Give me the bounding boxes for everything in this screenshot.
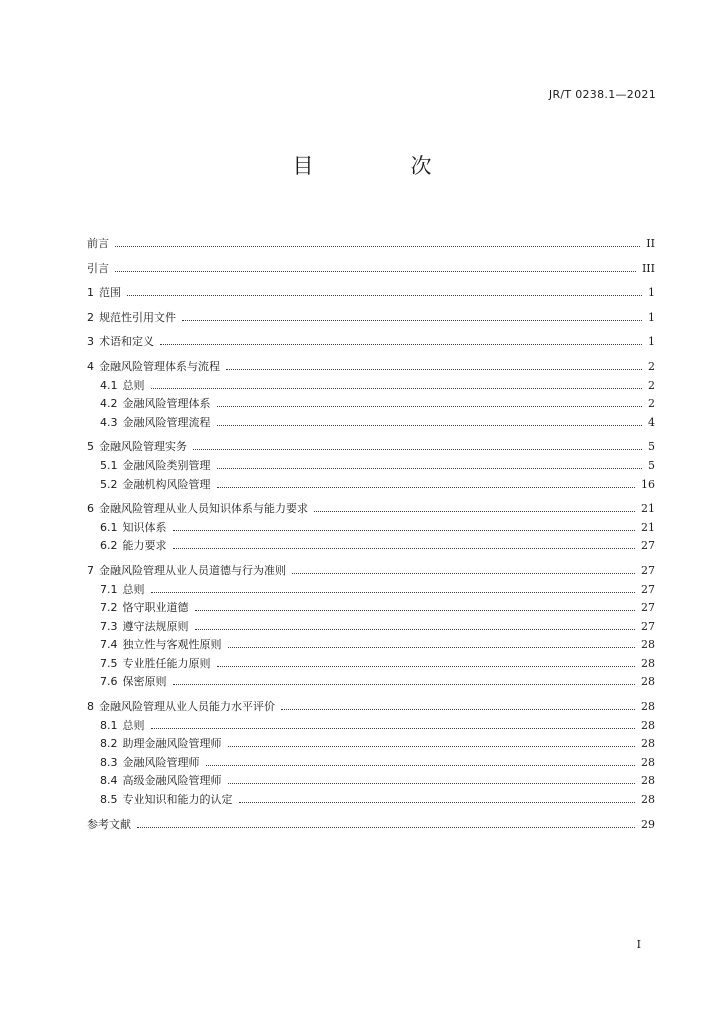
toc-entry-page: 21 (641, 502, 655, 516)
toc-entry-number: 7.2 (100, 601, 118, 615)
toc-entry-number: 3 (87, 335, 94, 349)
toc-entry-page: 2 (648, 359, 655, 373)
toc-entry-number: 7.6 (100, 675, 118, 689)
toc-entry-title: 金融风险管理体系与流程 (99, 359, 220, 373)
toc-entry-title: 保密原则 (122, 675, 167, 689)
toc-entry-number: 8.5 (100, 793, 118, 807)
toc-entry-number: 8.1 (100, 718, 118, 732)
toc-entry[interactable] (87, 336, 655, 348)
toc-entry-number: 4.1 (100, 378, 118, 392)
toc-entry[interactable] (87, 621, 655, 633)
toc-entry-title: 术语和定义 (99, 335, 154, 349)
toc-entry[interactable] (87, 701, 655, 713)
toc-entry[interactable] (87, 503, 655, 515)
toc-entry-number: 8 (87, 700, 94, 714)
toc-entry-page: 1 (648, 286, 655, 300)
toc-entry-number: 5.1 (100, 458, 118, 472)
dot-leader (239, 802, 636, 803)
dot-leader (217, 468, 643, 469)
toc-entry-title: 总则 (122, 582, 145, 596)
toc-entry-title: 能力要求 (122, 539, 167, 553)
toc-entry-page: 27 (641, 619, 655, 633)
dot-leader (217, 666, 636, 667)
toc-entry[interactable] (87, 584, 655, 596)
dot-leader (217, 425, 643, 426)
toc-entry-number: 4.2 (100, 397, 118, 411)
toc-entry[interactable] (87, 676, 655, 688)
toc-entry-page: 4 (648, 415, 655, 429)
toc-entry-number: 1 (87, 286, 94, 300)
dot-leader (206, 765, 636, 766)
toc-entry[interactable] (87, 639, 655, 651)
toc-entry-page: 28 (641, 793, 655, 807)
toc-entry-title: 专业胜任能力原则 (122, 656, 211, 670)
dot-leader (193, 449, 642, 450)
dot-leader (151, 388, 643, 389)
toc-entry-number: 7 (87, 563, 94, 577)
toc-entry-title: 专业知识和能力的认定 (122, 793, 233, 807)
toc-entry-page: II (646, 237, 655, 250)
toc-entry-page: 28 (641, 737, 655, 751)
toc-entry-title: 助理金融风险管理师 (122, 737, 222, 751)
toc-entry[interactable] (87, 479, 655, 491)
toc-entry-page: 27 (641, 601, 655, 615)
page-number: I (636, 938, 641, 951)
toc-entry[interactable] (87, 417, 655, 429)
toc-entry-number: 8.4 (100, 774, 118, 788)
toc-entry[interactable] (87, 522, 655, 534)
dot-leader (217, 487, 636, 488)
dot-leader (195, 629, 636, 630)
dot-leader (195, 610, 636, 611)
dot-leader (314, 511, 635, 512)
toc-entry-number: 7.3 (100, 619, 118, 633)
toc-entry[interactable] (87, 460, 655, 472)
toc-entry[interactable] (87, 720, 655, 732)
toc-entry[interactable] (87, 263, 655, 275)
dot-leader (228, 783, 636, 784)
toc-entry-title: 金融风险类别管理 (122, 458, 211, 472)
toc-entry-number: 5 (87, 440, 94, 454)
toc-entry-page: 28 (641, 656, 655, 670)
dot-leader (160, 344, 642, 345)
toc-entry-page: III (641, 261, 655, 275)
toc-entry-title: 知识体系 (122, 520, 167, 534)
toc-entry[interactable] (87, 312, 655, 324)
toc-entry-page: 29 (641, 817, 655, 831)
toc-entry-page: 21 (641, 520, 655, 534)
toc-entry-page: 5 (648, 458, 655, 472)
dot-leader (173, 530, 636, 531)
toc-entry-page: 16 (641, 477, 655, 491)
toc-entry[interactable] (87, 565, 655, 577)
toc-entry[interactable] (87, 441, 655, 453)
toc-entry-title: 金融风险管理从业人员知识体系与能力要求 (99, 502, 308, 516)
toc-entry-page: 2 (648, 378, 655, 392)
toc-entry[interactable] (87, 380, 655, 392)
toc-entry-page: 27 (641, 539, 655, 553)
toc-entry-title: 独立性与客观性原则 (122, 638, 222, 652)
toc-entry[interactable] (87, 238, 655, 250)
toc-entry-number: 8.3 (100, 755, 118, 769)
toc-entry-page: 27 (641, 563, 655, 577)
toc-entry-title: 参考文献 (87, 817, 131, 831)
toc-entry-title: 引言 (87, 261, 109, 275)
toc-entry-number: 6.1 (100, 520, 118, 534)
toc-entry[interactable] (87, 738, 655, 750)
toc-entry-page: 1 (648, 335, 655, 349)
toc-entry-title: 金融机构风险管理 (122, 477, 211, 491)
dot-leader (292, 573, 635, 574)
toc-entry[interactable] (87, 794, 655, 806)
toc-entry-title: 总则 (122, 378, 145, 392)
toc-entry-page: 27 (641, 582, 655, 596)
toc-entry-number: 2 (87, 310, 94, 324)
toc-entry-page: 28 (641, 774, 655, 788)
dot-leader (127, 295, 642, 296)
toc-entry-page: 28 (641, 700, 655, 714)
page-title: 目 次 (292, 154, 470, 178)
toc-entry-title: 金融风险管理师 (122, 755, 200, 769)
toc-entry[interactable] (87, 819, 655, 831)
toc-entry-number: 4.3 (100, 415, 118, 429)
dot-leader (217, 406, 643, 407)
toc-entry[interactable] (87, 602, 655, 614)
toc-entry[interactable] (87, 398, 655, 410)
toc-entry[interactable] (87, 540, 655, 552)
toc-entry-title: 高级金融风险管理师 (122, 774, 222, 788)
dot-leader (173, 684, 636, 685)
toc-entry-page: 28 (641, 755, 655, 769)
toc-entry[interactable] (87, 361, 655, 373)
toc-entry-title: 金融风险管理流程 (122, 415, 211, 429)
toc-entry-title: 前言 (87, 237, 109, 250)
dot-leader (137, 827, 635, 828)
dot-leader (228, 647, 636, 648)
toc-entry[interactable] (87, 658, 655, 670)
toc-entry-page: 28 (641, 675, 655, 689)
toc-entry-number: 4 (87, 359, 94, 373)
toc-entry-title: 范围 (99, 286, 121, 300)
toc-entry-page: 28 (641, 718, 655, 732)
toc-entry-title: 金融风险管理实务 (99, 440, 187, 454)
toc-entry[interactable] (87, 775, 655, 787)
toc-entry-number: 8.2 (100, 737, 118, 751)
toc-entry[interactable] (87, 287, 655, 299)
dot-leader (173, 548, 636, 549)
toc-entry-title: 遵守法规原则 (122, 619, 189, 633)
toc-entry-title: 金融风险管理从业人员能力水平评价 (99, 700, 275, 714)
toc-entry-page: 2 (648, 397, 655, 411)
toc-entry-number: 7.1 (100, 582, 118, 596)
toc-entry-title: 恪守职业道德 (122, 601, 189, 615)
toc-entry-number: 6.2 (100, 539, 118, 553)
toc-entry-title: 金融风险管理从业人员道德与行为准则 (99, 563, 286, 577)
toc-entry-number: 6 (87, 502, 94, 516)
dot-leader (182, 320, 642, 321)
dot-leader (151, 728, 636, 729)
toc-entry-title: 金融风险管理体系 (122, 397, 211, 411)
dot-leader (226, 369, 642, 370)
dot-leader (151, 592, 636, 593)
toc-entry-page: 1 (648, 310, 655, 324)
dot-leader (115, 246, 640, 247)
toc-entry-number: 7.5 (100, 656, 118, 670)
standard-code: JR/T 0238.1—2021 (548, 88, 656, 101)
toc-entry-title: 总则 (122, 718, 145, 732)
toc-entry-number: 5.2 (100, 477, 118, 491)
toc-entry-number: 7.4 (100, 638, 118, 652)
toc-entry-page: 5 (648, 440, 655, 454)
toc-entry-page: 28 (641, 638, 655, 652)
toc-entry[interactable] (87, 757, 655, 769)
toc-entry-title: 规范性引用文件 (99, 310, 176, 324)
dot-leader (228, 746, 636, 747)
dot-leader (281, 709, 635, 710)
dot-leader (115, 271, 636, 272)
table-of-contents (87, 238, 655, 831)
